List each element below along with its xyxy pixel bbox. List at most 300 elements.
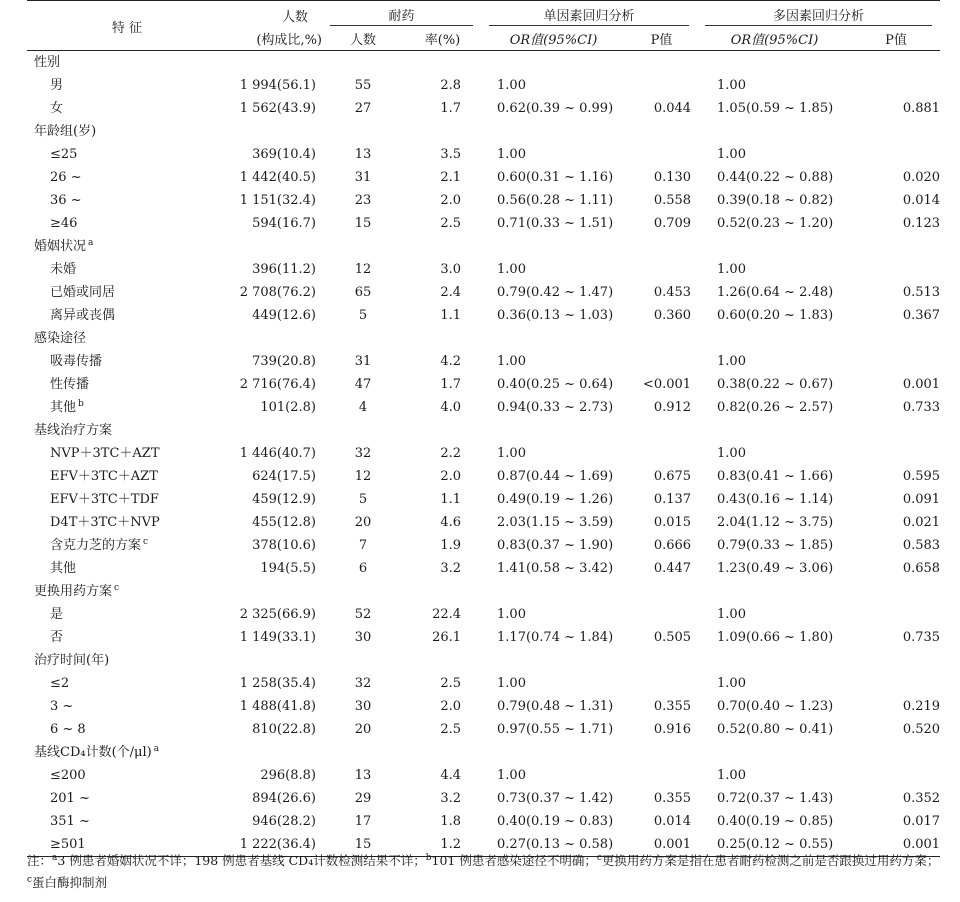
cell-multi-or: 0.52(0.80 ~ 0.41)	[717, 722, 834, 737]
table-container	[27, 0, 940, 857]
cell-uni-or: 1.00	[497, 446, 526, 461]
feature-label	[27, 672, 227, 695]
table-body	[27, 51, 940, 857]
header-multi-p: P值	[885, 33, 907, 48]
cell-resist-n	[322, 419, 404, 442]
feature-text: 351 ~	[50, 814, 90, 829]
header-uni-label: 单因素回归分析	[489, 5, 689, 26]
table-header	[27, 1, 940, 51]
feature-label	[27, 534, 227, 557]
footnote-marker: c	[143, 536, 149, 547]
header-count: 人数	[281, 9, 308, 25]
cell-multi-p: 0.881	[902, 101, 941, 116]
feature-text: 性传播	[50, 377, 90, 392]
cell-multi-or	[697, 649, 852, 672]
note-d-sup: c	[27, 874, 33, 885]
cell-resist-rate	[404, 120, 481, 143]
cell-multi-or: 1.00	[717, 78, 746, 93]
cell-count: 378(10.6)	[252, 538, 316, 553]
feature-text: 已婚或同居	[50, 285, 116, 300]
cell-resist-n: 15	[354, 216, 372, 231]
cell-resist-rate: 2.1	[440, 170, 462, 185]
cell-uni-p	[626, 419, 697, 442]
cell-resist-rate: 4.2	[440, 354, 462, 369]
cell-uni-p: 0.709	[653, 216, 692, 231]
cell-multi-p	[852, 603, 940, 626]
cell-uni-or: 1.00	[497, 354, 526, 369]
cell-uni-or	[481, 649, 626, 672]
feature-label	[27, 557, 227, 580]
table-row	[27, 488, 940, 511]
cell-uni-or: 0.79(0.48 ~ 1.31)	[497, 699, 614, 714]
cell-multi-or: 1.09(0.66 ~ 1.80)	[717, 630, 834, 645]
cell-uni-p	[626, 350, 697, 373]
cell-count: 594(16.7)	[252, 216, 316, 231]
cell-multi-p	[852, 649, 940, 672]
cell-resist-n: 27	[354, 101, 372, 116]
cell-multi-or	[697, 235, 852, 258]
cell-uni-or: 0.49(0.19 ~ 1.26)	[497, 492, 614, 507]
category-row	[27, 327, 940, 350]
feature-label	[27, 212, 227, 235]
cell-uni-p	[626, 672, 697, 695]
cell-multi-or: 0.82(0.26 ~ 2.57)	[717, 400, 834, 415]
cell-resist-rate: 4.0	[440, 400, 462, 415]
feature-label	[27, 787, 227, 810]
cell-resist-rate: 2.5	[440, 722, 462, 737]
cell-uni-p	[626, 741, 697, 764]
cell-uni-p: 0.130	[653, 170, 692, 185]
cell-count	[227, 235, 322, 258]
feature-label	[27, 810, 227, 833]
feature-text: 201 ~	[50, 791, 90, 806]
table-row	[27, 281, 940, 304]
cell-multi-p	[852, 51, 940, 75]
category-row	[27, 580, 940, 603]
cell-resist-rate: 1.2	[404, 833, 481, 857]
cell-uni-or	[481, 51, 626, 75]
cell-resist-n: 32	[354, 676, 372, 691]
cell-count: 369(10.4)	[252, 147, 316, 162]
cell-uni-or: 0.94(0.33 ~ 2.73)	[497, 400, 614, 415]
cell-multi-or: 1.23(0.49 ~ 3.06)	[717, 561, 834, 576]
cell-resist-rate: 1.9	[440, 538, 462, 553]
cell-multi-or	[697, 580, 852, 603]
cell-multi-or: 0.43(0.16 ~ 1.14)	[717, 492, 834, 507]
cell-count	[227, 327, 322, 350]
cell-multi-p: 0.595	[902, 469, 941, 484]
feature-label	[27, 396, 227, 419]
cell-multi-or: 1.00	[717, 676, 746, 691]
cell-uni-p: 0.666	[653, 538, 692, 553]
feature-label	[27, 373, 227, 396]
category-label	[27, 51, 227, 75]
cell-multi-or: 1.05(0.59 ~ 1.85)	[717, 101, 834, 116]
cell-multi-or: 0.83(0.41 ~ 1.66)	[717, 469, 834, 484]
feature-label	[27, 442, 227, 465]
cell-multi-p: 0.001	[852, 833, 940, 857]
cell-uni-p	[626, 603, 697, 626]
cell-multi-p	[852, 143, 940, 166]
cell-resist-rate: 3.0	[440, 262, 462, 277]
cell-resist-n: 55	[354, 78, 372, 93]
cell-resist-n: 65	[354, 285, 372, 300]
cell-uni-or: 0.62(0.39 ~ 0.99)	[497, 101, 614, 116]
cell-count: 455(12.8)	[252, 515, 316, 530]
table-row	[27, 787, 940, 810]
table-row	[27, 810, 940, 833]
category-label	[27, 419, 227, 442]
cell-uni-or: 0.71(0.33 ~ 1.51)	[497, 216, 614, 231]
cell-resist-rate: 1.8	[440, 814, 462, 829]
header-multi-or: OR值(95%CI)	[730, 33, 819, 48]
header-resist-label: 耐药	[330, 5, 473, 26]
note-a-text: 3 例患者婚姻状况不详；198 例患者基线 CD₄计数检测结果不详；	[57, 853, 426, 868]
header-uni	[481, 1, 697, 28]
cell-resist-rate: 4.4	[440, 768, 462, 783]
cell-multi-p: 0.219	[902, 699, 941, 714]
cell-multi-p: 0.735	[902, 630, 941, 645]
cell-resist-rate: 2.0	[440, 699, 462, 714]
cell-count: 1 151(32.4)	[239, 193, 316, 208]
feature-text: 年龄组(岁)	[34, 124, 97, 139]
cell-multi-p: 0.733	[902, 400, 941, 415]
cell-resist-n	[322, 235, 404, 258]
cell-multi-or	[697, 327, 852, 350]
cell-multi-or: 1.00	[717, 262, 746, 277]
table-row	[27, 97, 940, 120]
cell-uni-or	[481, 419, 626, 442]
table-row	[27, 557, 940, 580]
cell-multi-or: 1.00	[717, 446, 746, 461]
cell-multi-or: 0.79(0.33 ~ 1.85)	[717, 538, 834, 553]
table-row	[27, 534, 940, 557]
cell-count	[227, 419, 322, 442]
cell-uni-or	[481, 327, 626, 350]
cell-uni-or: 1.17(0.74 ~ 1.84)	[497, 630, 614, 645]
cell-multi-p	[852, 74, 940, 97]
feature-text: 感染途径	[34, 331, 87, 346]
cell-multi-p: 0.091	[902, 492, 941, 507]
cell-multi-or: 0.25(0.12 ~ 0.55)	[697, 833, 852, 857]
header-count-sub: (构成比,%)	[256, 33, 322, 48]
feature-label	[27, 626, 227, 649]
cell-count: 1 562(43.9)	[239, 101, 316, 116]
cell-uni-or: 1.00	[497, 676, 526, 691]
cell-resist-rate: 3.2	[440, 791, 462, 806]
feature-label	[27, 603, 227, 626]
feature-text: 26 ~	[50, 170, 82, 185]
cell-uni-or: 0.97(0.55 ~ 1.71)	[497, 722, 614, 737]
cell-multi-p: 0.123	[902, 216, 941, 231]
cell-uni-or: 2.03(1.15 ~ 3.59)	[497, 515, 614, 530]
cell-uni-or	[481, 741, 626, 764]
feature-text: ≤200	[50, 768, 86, 783]
cell-uni-p: 0.447	[653, 561, 692, 576]
feature-text: 离异或丧偶	[50, 308, 116, 323]
cell-count: 894(26.6)	[252, 791, 316, 806]
cell-resist-rate: 2.8	[440, 78, 462, 93]
table-row	[27, 373, 940, 396]
category-label	[27, 327, 227, 350]
header-uni-p: P值	[650, 33, 673, 48]
cell-count	[227, 580, 322, 603]
cell-resist-rate: 1.1	[440, 492, 462, 507]
cell-count: 810(22.8)	[252, 722, 316, 737]
table-footnote	[27, 850, 940, 894]
cell-multi-p: 0.020	[902, 170, 941, 185]
table-row	[27, 212, 940, 235]
category-row	[27, 649, 940, 672]
cell-resist-rate	[404, 235, 481, 258]
feature-text: 女	[50, 101, 64, 116]
cell-count: 946(28.2)	[252, 814, 316, 829]
feature-label	[27, 74, 227, 97]
cell-count: 2 716(76.4)	[239, 377, 316, 392]
feature-label	[27, 488, 227, 511]
table-row	[27, 718, 940, 741]
cell-multi-p	[852, 419, 940, 442]
cell-uni-p	[626, 258, 697, 281]
category-label	[27, 235, 227, 258]
cell-uni-p: 0.137	[653, 492, 692, 507]
cell-resist-n: 47	[354, 377, 372, 392]
cell-resist-rate: 2.4	[440, 285, 462, 300]
table-row	[27, 695, 940, 718]
footnote-marker: a	[153, 743, 160, 754]
cell-resist-n	[322, 51, 404, 75]
feature-label	[27, 97, 227, 120]
cell-multi-p: 0.352	[902, 791, 941, 806]
cell-uni-or: 0.60(0.31 ~ 1.16)	[497, 170, 614, 185]
cell-resist-rate: 1.7	[440, 377, 462, 392]
cell-resist-rate: 4.6	[440, 515, 462, 530]
feature-text: 其他	[50, 400, 77, 415]
cell-uni-p	[626, 764, 697, 787]
cell-uni-p	[626, 74, 697, 97]
cell-resist-n: 13	[354, 768, 372, 783]
cell-uni-p	[626, 143, 697, 166]
feature-text: 是	[50, 607, 64, 622]
cell-count: 194(5.5)	[260, 561, 316, 576]
cell-resist-n	[322, 649, 404, 672]
cell-count: 396(11.2)	[252, 262, 316, 277]
table-row	[27, 143, 940, 166]
table-row	[27, 511, 940, 534]
cell-uni-or: 1.00	[497, 262, 526, 277]
results-table	[27, 0, 940, 857]
cell-uni-p: 0.360	[653, 308, 692, 323]
feature-text: NVP＋3TC＋AZT	[50, 446, 160, 461]
cell-uni-or: 0.40(0.19 ~ 0.83)	[497, 814, 614, 829]
cell-uni-or: 0.36(0.13 ~ 1.03)	[497, 308, 614, 323]
cell-uni-p	[626, 235, 697, 258]
feature-label	[27, 350, 227, 373]
cell-multi-p: 0.520	[902, 722, 941, 737]
cell-resist-rate	[404, 51, 481, 75]
cell-uni-p: 0.001	[626, 833, 697, 857]
table-row	[27, 350, 940, 373]
cell-multi-p	[852, 764, 940, 787]
category-row	[27, 51, 940, 75]
cell-count: 1 994(56.1)	[239, 78, 316, 93]
cell-multi-p: 0.513	[902, 285, 941, 300]
footnote-marker: c	[114, 582, 120, 593]
category-label	[27, 120, 227, 143]
cell-uni-or: 0.40(0.25 ~ 0.64)	[497, 377, 614, 392]
table-row	[27, 396, 940, 419]
cell-count: 1 488(41.8)	[239, 699, 316, 714]
cell-uni-p: 0.014	[653, 814, 692, 829]
cell-resist-n	[322, 741, 404, 764]
footnote-marker: b	[78, 398, 84, 409]
cell-resist-n: 12	[354, 262, 372, 277]
cell-resist-n: 31	[354, 170, 372, 185]
feature-text: 3 ~	[50, 699, 74, 714]
header-multi	[697, 1, 940, 28]
cell-count: 2 708(76.2)	[239, 285, 316, 300]
note-prefix: 注：	[27, 853, 53, 868]
feature-text: ≥501	[50, 837, 86, 852]
feature-text: 婚姻状况	[34, 239, 87, 254]
cell-count: 1 446(40.7)	[239, 446, 316, 461]
cell-resist-rate	[404, 419, 481, 442]
cell-resist-rate: 2.5	[440, 676, 462, 691]
table-row	[27, 304, 940, 327]
cell-multi-p	[852, 258, 940, 281]
feature-text: 未婚	[50, 262, 77, 277]
cell-resist-n: 5	[358, 308, 368, 323]
feature-label	[27, 465, 227, 488]
feature-text: 基线治疗方案	[34, 423, 113, 438]
table-row	[27, 74, 940, 97]
cell-resist-n: 5	[358, 492, 368, 507]
category-label	[27, 649, 227, 672]
cell-count: 449(12.6)	[252, 308, 316, 323]
cell-multi-p	[852, 235, 940, 258]
cell-resist-n: 17	[354, 814, 372, 829]
cell-resist-rate: 2.5	[440, 216, 462, 231]
cell-multi-p: 0.658	[902, 561, 941, 576]
cell-count: 1 149(33.1)	[239, 630, 316, 645]
cell-count: 739(20.8)	[252, 354, 316, 369]
cell-uni-or	[481, 580, 626, 603]
cell-multi-or: 1.00	[717, 768, 746, 783]
cell-multi-p: 0.367	[902, 308, 941, 323]
footnote-marker: a	[88, 237, 94, 248]
feature-label	[27, 695, 227, 718]
category-label	[27, 741, 227, 764]
category-row	[27, 120, 940, 143]
cell-multi-p: 0.583	[902, 538, 941, 553]
cell-resist-n: 30	[354, 630, 372, 645]
feature-label	[27, 143, 227, 166]
cell-uni-p: 0.505	[653, 630, 692, 645]
cell-uni-or: 0.79(0.42 ~ 1.47)	[497, 285, 614, 300]
cell-resist-n: 13	[354, 147, 372, 162]
cell-multi-p	[852, 350, 940, 373]
cell-resist-n: 30	[354, 699, 372, 714]
feature-text: 治疗时间(年)	[34, 653, 110, 668]
cell-count	[227, 649, 322, 672]
feature-text: EFV＋3TC＋AZT	[50, 469, 158, 484]
table-row	[27, 189, 940, 212]
cell-multi-or: 0.39(0.18 ~ 0.82)	[717, 193, 834, 208]
feature-label	[27, 258, 227, 281]
cell-multi-p: 0.001	[902, 377, 941, 392]
cell-resist-n: 4	[358, 400, 368, 415]
cell-uni-or	[481, 120, 626, 143]
cell-multi-or: 0.40(0.19 ~ 0.85)	[717, 814, 834, 829]
feature-label	[27, 281, 227, 304]
cell-uni-or: 0.56(0.28 ~ 1.11)	[497, 193, 614, 208]
note-a-sup: a	[52, 852, 58, 863]
cell-count: 1 222(36.4)	[227, 833, 322, 857]
cell-multi-or: 1.00	[717, 354, 746, 369]
header-resist-n: 人数	[349, 33, 376, 48]
cell-multi-or: 2.04(1.12 ~ 3.75)	[717, 515, 834, 530]
header-feature: 特 征	[111, 21, 143, 36]
cell-count: 624(17.5)	[252, 469, 316, 484]
feature-text: EFV＋3TC＋TDF	[50, 492, 159, 507]
cell-resist-rate	[404, 327, 481, 350]
cell-count: 2 325(66.9)	[239, 607, 316, 622]
cell-resist-n	[322, 120, 404, 143]
cell-count: 1 442(40.5)	[239, 170, 316, 185]
cell-multi-or	[697, 419, 852, 442]
cell-uni-p	[626, 580, 697, 603]
cell-resist-rate	[404, 741, 481, 764]
feature-text: ≤2	[50, 676, 70, 691]
header-uni-or: OR值(95%CI)	[509, 33, 598, 48]
cell-multi-p: 0.017	[902, 814, 941, 829]
feature-label	[27, 166, 227, 189]
cell-multi-p	[852, 741, 940, 764]
table-row	[27, 465, 940, 488]
cell-uni-or: 0.83(0.37 ~ 1.90)	[497, 538, 614, 553]
cell-resist-rate: 1.7	[440, 101, 462, 116]
cell-count	[227, 741, 322, 764]
cell-resist-n: 12	[354, 469, 372, 484]
feature-text: ≤25	[50, 147, 78, 162]
cell-count: 296(8.8)	[260, 768, 316, 783]
cell-resist-rate: 1.1	[440, 308, 462, 323]
feature-label	[27, 304, 227, 327]
cell-multi-or: 0.44(0.22 ~ 0.88)	[717, 170, 834, 185]
cell-uni-or: 1.00	[497, 78, 526, 93]
cell-multi-or	[697, 51, 852, 75]
cell-resist-n: 52	[354, 607, 372, 622]
feature-text: 含克力芝的方案	[50, 538, 142, 553]
category-row	[27, 235, 940, 258]
cell-multi-p	[852, 327, 940, 350]
feature-text: 其他	[50, 561, 77, 576]
cell-multi-or	[697, 120, 852, 143]
cell-multi-or: 1.26(0.64 ~ 2.48)	[717, 285, 834, 300]
cell-uni-p: 0.044	[653, 101, 692, 116]
category-label	[27, 580, 227, 603]
cell-resist-rate: 3.2	[440, 561, 462, 576]
cell-multi-or	[697, 741, 852, 764]
feature-label	[27, 511, 227, 534]
cell-uni-p: 0.453	[653, 285, 692, 300]
note-b-sup: b	[425, 852, 432, 863]
cell-resist-n: 20	[354, 515, 372, 530]
feature-label	[27, 189, 227, 212]
feature-text: 吸毒传播	[50, 354, 103, 369]
cell-resist-n	[322, 580, 404, 603]
cell-uni-or: 0.73(0.37 ~ 1.42)	[497, 791, 614, 806]
